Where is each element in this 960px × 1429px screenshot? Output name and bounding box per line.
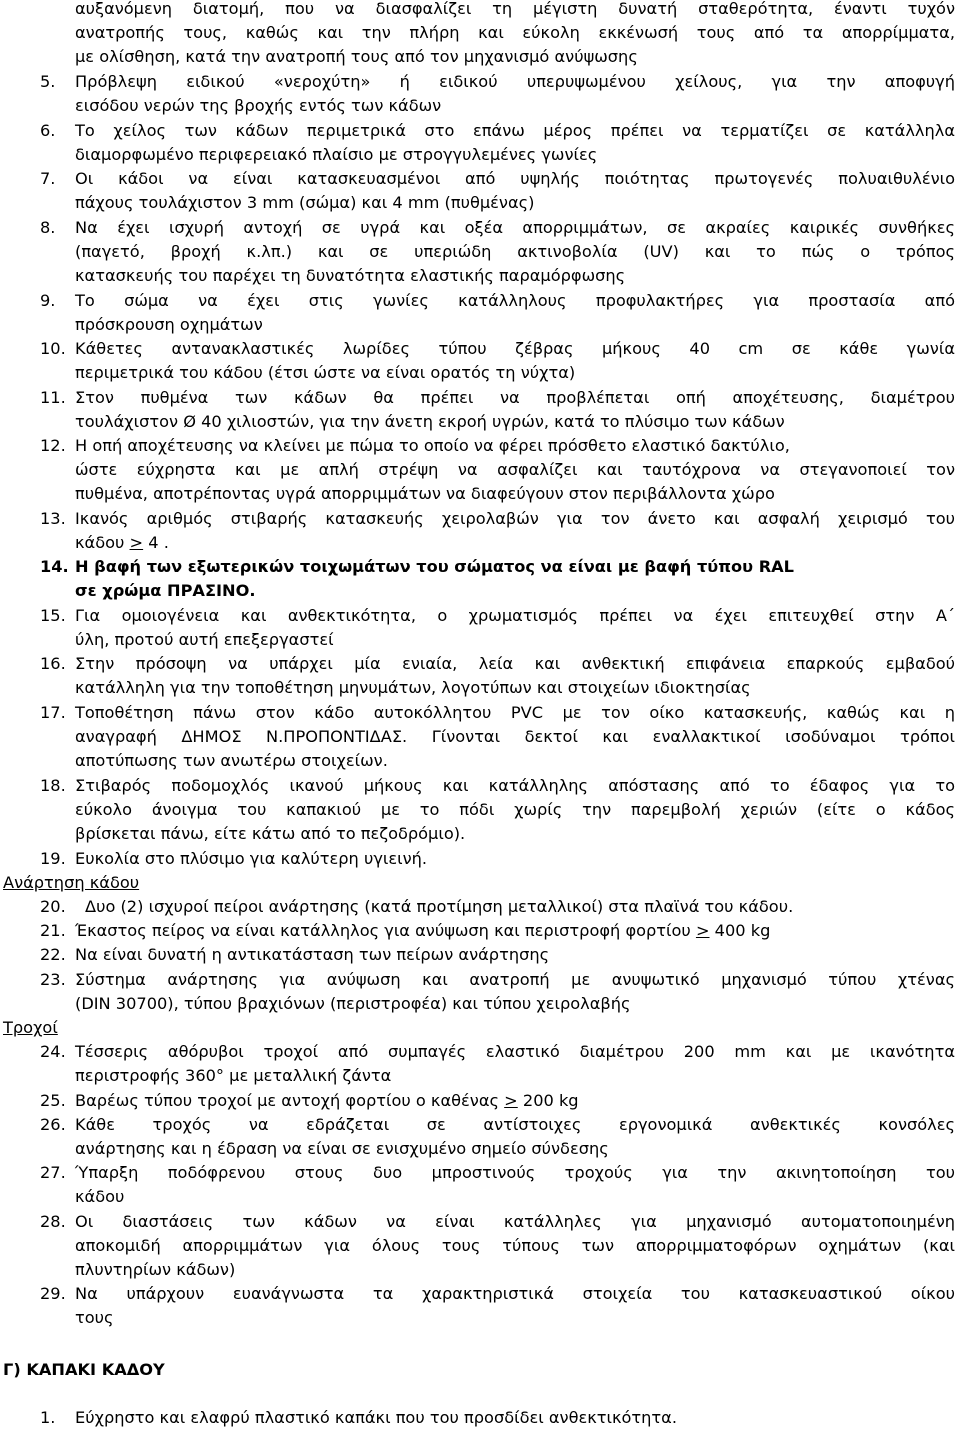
intro-line: με ολίσθηση, κατά την ανατροπή τους από τον μηχανισμό ανύψωσης: [75, 47, 638, 66]
item-number: 6.: [40, 121, 56, 140]
item-text: Ικανός αριθμός στιβαρής κατασκευής χειρολαβών για τον άνετο και ασφαλή χειρισμό του: [75, 509, 955, 528]
item-text: πυθμένα, αποτρέποντας υγρά απορριμμάτων να διαφεύγουν στον περιβάλλοντα χώρο: [75, 484, 775, 503]
item-text: Κάθε τροχός να εδράζεται σε αντίστοιχες εργονομικά ανθεκτικές κονσόλες: [75, 1115, 955, 1134]
item-number: 16.: [40, 654, 66, 673]
item-number: 28.: [40, 1212, 66, 1231]
item-number: 11.: [40, 388, 66, 407]
item-text: ώστε εύχρηστα και με απλή στρέψη να ασφαλίζει και ταυτόχρονα να στεγανοποιεί τον: [75, 460, 955, 479]
item-text: Να υπάρχουν ευανάγνωστα τα χαρακτηριστικά στοιχεία του κατασκευαστικού οίκου: [75, 1284, 955, 1303]
item-text: Στον πυθμένα των κάδων θα πρέπει να προβλέπεται οπή αποχέτευσης, διαμέτρου: [75, 388, 955, 407]
item-number: 9.: [40, 291, 56, 310]
item-text: κατασκευής του παρέχει τη δυνατότητα ελαστικής παραμόρφωσης: [75, 266, 626, 285]
greater-equal-symbol: >: [504, 1091, 518, 1110]
item-text: Για ομοιογένεια και ανθεκτικότητα, ο χρωματισμός πρέπει να έχει επιτευχθεί στην Α΄: [75, 606, 955, 625]
item-number: 23.: [40, 970, 66, 989]
item-text: ανάρτησης και η έδραση να είναι σε ενισχυμένο σημείο σύνδεσης: [75, 1139, 609, 1158]
item-number: 13.: [40, 509, 66, 528]
item-number: 29.: [40, 1284, 66, 1303]
item-number: 26.: [40, 1115, 66, 1134]
item-number: 15.: [40, 606, 66, 625]
item-text: αποκομιδή απορριμμάτων για όλους τους τύπους των απορριμματοφόρων οχημάτων (και: [75, 1236, 955, 1255]
subheading-hanging: Ανάρτηση κάδου: [3, 873, 140, 892]
item-text-bold: Η βαφή των εξωτερικών τοιχωμάτων του σώματος να είναι με βαφή τύπου RAL: [75, 557, 794, 576]
item-text: τουλάχιστον Ø 40 χιλιοστών, για την άνετη εκροή υγρών, κατά το πλύσιμο των κάδων: [75, 412, 785, 431]
item-text: (παγετό, βροχή κ.λπ.) και σε υπεριώδη ακτινοβολία (UV) και το πώς ο τρόπος: [75, 242, 955, 261]
item-number: 24.: [40, 1042, 66, 1061]
item-text: κατάλληλη για την τοποθέτηση μηνυμάτων, λογοτύπων και στοιχείων ιδιοκτησίας: [75, 678, 751, 697]
item-number: 8.: [40, 218, 56, 237]
item-text: κάδου: [75, 1187, 125, 1206]
item-text: περιστροφής 360° με μεταλλική ζάντα: [75, 1066, 392, 1085]
item-text-part: 4 .: [143, 533, 169, 552]
subheading-wheels: Τροχοί: [3, 1018, 58, 1037]
greater-equal-symbol: >: [129, 533, 144, 552]
item-text: βρίσκεται πάνω, είτε κάτω από το πεζοδρόμιο).: [75, 824, 466, 843]
item-text: Οι διαστάσεις των κάδων να είναι κατάλληλες για μηχανισμό αυτοματοποιημένη: [75, 1212, 955, 1231]
item-number: 12.: [40, 436, 66, 455]
item-text: αναγραφή ΔΗΜΟΣ Ν.ΠΡΟΠΟΝΤΙΔΑΣ. Γίνονται δεκτοί και εναλλακτικοί ισοδύναμοι τρόποι: [75, 727, 955, 746]
item-text: πρόσκρουση οχημάτων: [75, 315, 263, 334]
item-number: 22.: [40, 945, 66, 964]
item-text: Σύστημα ανάρτησης για ανύψωση και ανατροπή με ανυψωτικό μηχανισμό τύπου χτένας: [75, 970, 955, 989]
item-text-part: Βαρέως τύπου τροχοί με αντοχή φορτίου ο καθένας: [75, 1091, 505, 1110]
item-number: 1.: [40, 1408, 56, 1427]
item-text: Το σώμα να έχει στις γωνίες κατάλληλους προφυλακτήρες για προστασία από: [75, 291, 955, 310]
item-text: Να έχει ισχυρή αντοχή σε υγρά και οξέα απορριμμάτων, σε ακραίες καιρικές συνθήκες: [75, 218, 955, 237]
item-text: περιμετρικά του κάδου (έτσι ώστε να είναι ορατός τη νύχτα): [75, 363, 576, 382]
item-text: διαμορφωμένο περιφερειακό πλαίσιο με στρογγυλεμένες γωνίες: [75, 145, 598, 164]
item-text: Κάθετες αντανακλαστικές λωρίδες τύπου ζέβρας μήκους 40 cm σε κάθε γωνία: [75, 339, 955, 358]
intro-line: ανατροπής τους, καθώς και την πλήρη και εύκολη εκκένωσή τους από τα απορρίμματα,: [75, 23, 955, 42]
item-text: Να είναι δυνατή η αντικατάσταση των πείρων ανάρτησης: [75, 945, 550, 964]
item-text-part: κάδου: [75, 533, 130, 552]
item-number: 5.: [40, 72, 56, 91]
item-text: Τέσσερις αθόρυβοι τροχοί από συμπαγές ελαστικό διαμέτρου 200 mm και με ικανότητα: [75, 1042, 955, 1061]
item-text: Ευκολία στο πλύσιμο για καλύτερη υγιεινή.: [75, 849, 428, 868]
greater-equal-symbol: >: [695, 921, 710, 940]
item-number: 18.: [40, 776, 66, 795]
item-text: τους: [75, 1308, 114, 1327]
item-number: 21.: [40, 921, 66, 940]
item-text: Πρόβλεψη ειδικού «νεροχύτη» ή ειδικού υπερυψωμένου χείλους, για την αποφυγή: [75, 72, 955, 91]
item-text: [75, 920, 770, 942]
item-text: [75, 1090, 579, 1112]
item-text: Δυο (2) ισχυροί πείροι ανάρτησης (κατά προτίμηση μεταλλικοί) στα πλαϊνά του κάδου.: [85, 897, 794, 916]
item-text: Οι κάδοι να είναι κατασκευασμένοι από υψηλής ποιότητας πρωτογενές πολυαιθυλένιο: [75, 169, 955, 188]
item-number: 10.: [40, 339, 66, 358]
item-number: 14.: [40, 557, 69, 576]
item-text: εισόδου νερών της βροχής εντός των κάδων: [75, 96, 442, 115]
item-text: πάχους τουλάχιστον 3 mm (σώμα) και 4 mm (πυθμένας): [75, 193, 535, 212]
item-text: Στιβαρός ποδομοχλός ικανού μήκους και κατάλληλης απόστασης από το έδαφος για το: [75, 776, 955, 795]
item-number: 7.: [40, 169, 56, 188]
item-number: 19.: [40, 849, 66, 868]
item-text: Εύχρηστο και ελαφρύ πλαστικό καπάκι που του προσδίδει ανθεκτικότητα.: [75, 1408, 677, 1427]
item-text-part: Έκαστος πείρος να είναι κατάλληλος για ανύψωση και περιστροφή φορτίου: [75, 921, 696, 940]
section-title: Γ) ΚΑΠΑΚΙ ΚΑΔΟΥ: [3, 1360, 165, 1379]
item-text: αποτύπωσης των ανωτέρω στοιχείων.: [75, 751, 388, 770]
item-text-part: 200 kg: [517, 1091, 579, 1110]
intro-line: αυξανόμενη διατομή, που να διασφαλίζει τη μέγιστη δυνατή σταθερότητα, έναντι τυχόν: [75, 0, 955, 18]
item-text-bold: σε χρώμα ΠΡΑΣΙΝΟ.: [75, 581, 256, 600]
item-number: 20.: [40, 897, 66, 916]
item-text: Η οπή αποχέτευσης να κλείνει με πώμα το οποίο να φέρει πρόσθετο ελαστικό δακτύλιο,: [75, 436, 790, 455]
item-text: [75, 532, 169, 554]
item-text: Το χείλος των κάδων περιμετρικά στο επάνω μέρος πρέπει να τερματίζει σε κατάλληλα: [75, 121, 955, 140]
item-text-part: 400 kg: [709, 921, 771, 940]
item-text: ύλη, προτού αυτή επεξεργαστεί: [75, 630, 334, 649]
item-text: Τοποθέτηση πάνω στον κάδο αυτοκόλλητου PVC με τον οίκο κατασκευής, καθώς και η: [75, 703, 955, 722]
item-text: πλυντηρίων κάδων): [75, 1260, 236, 1279]
item-text: Ύπαρξη ποδόφρενου στους δυο μπροστινούς τροχούς για την ακινητοποίηση του: [75, 1163, 955, 1182]
item-number: 17.: [40, 703, 66, 722]
item-text: Στην πρόσοψη να υπάρχει μία ενιαία, λεία και ανθεκτική επιφάνεια επαρκούς εμβαδού: [75, 654, 955, 673]
item-text: εύκολο άνοιγμα του καπακιού με το πόδι χωρίς την παρεμβολή χεριών (είτε ο κάδος: [75, 800, 955, 819]
item-number: 25.: [40, 1091, 66, 1110]
item-text: (DIN 30700), τύπου βραχιόνων (περιστροφέα) και τύπου χειρολαβής: [75, 994, 631, 1013]
item-number: 27.: [40, 1163, 66, 1182]
